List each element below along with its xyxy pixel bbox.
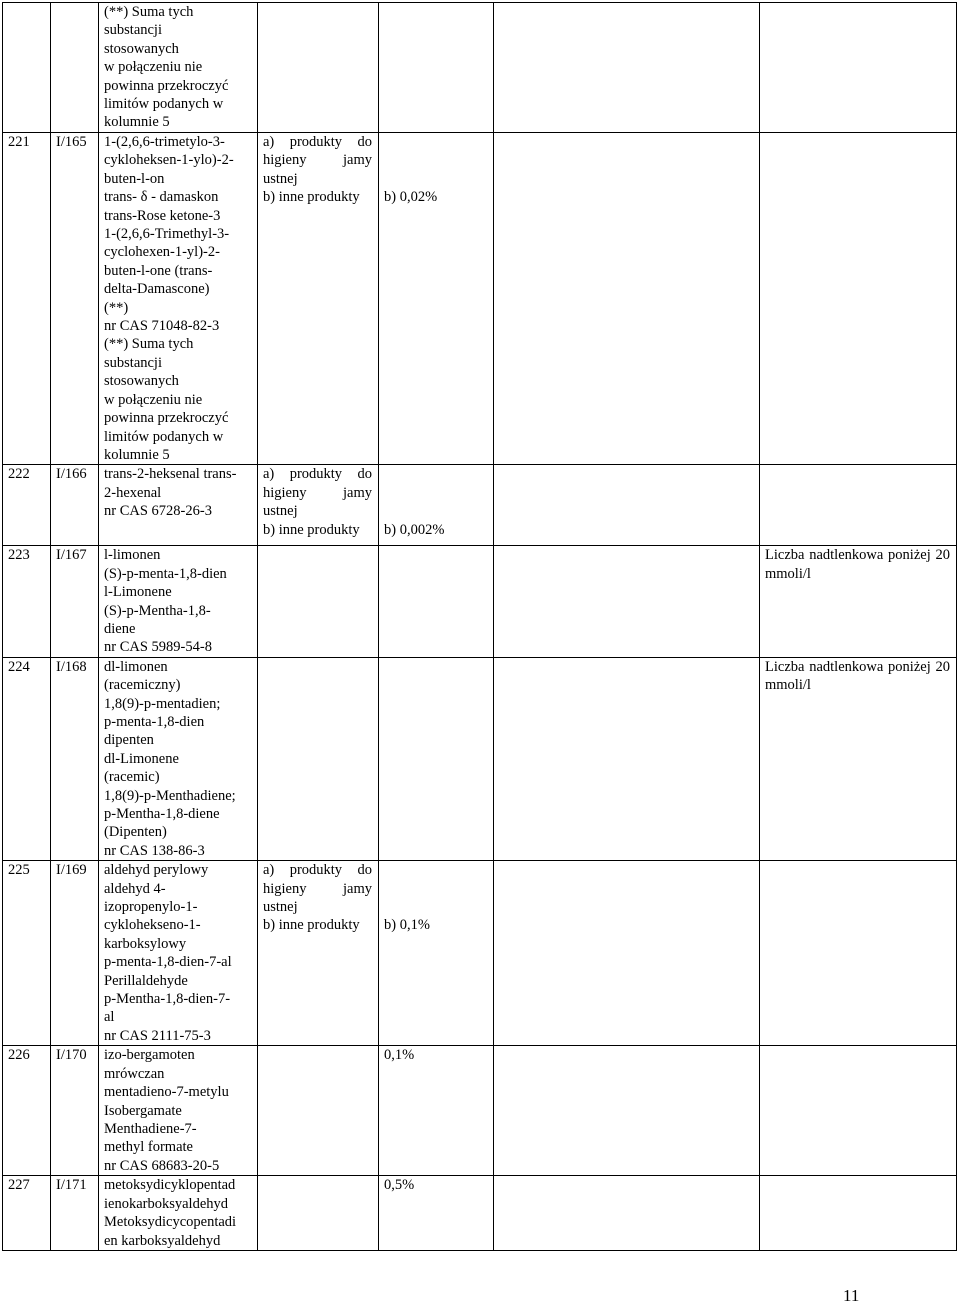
substance-name-line: izopropenylo-1- [104, 899, 198, 916]
cell-concentration-limit [379, 3, 494, 133]
table-row [3, 133, 957, 465]
cell-substance-name [99, 3, 258, 133]
cell-number [3, 657, 51, 860]
substance-name-line: p-Mentha-1,8-diene [104, 806, 220, 822]
substance-name-line: kolumnie 5 [104, 114, 170, 131]
substance-name-line: (racemiczny) [104, 677, 181, 694]
substance-name-line: powinna przekroczyć [104, 410, 229, 427]
cell-reference [51, 1046, 99, 1176]
substance-name-line: trans- δ - damaskon [104, 189, 219, 206]
substance-name-line: nr CAS 5989-54-8 [104, 639, 212, 656]
substance-name-line: nr CAS 68683-20-5 [104, 1157, 220, 1174]
substance-name-line: Menthadiene-7- [104, 1120, 197, 1137]
substance-name-line: cyclohexen-1-yl)-2- [104, 244, 220, 261]
concentration-limit: b) 0,1% [384, 917, 430, 934]
substance-name-line: w połączeniu nie [104, 59, 203, 76]
cell-product-type [258, 3, 379, 133]
concentration-limit: b) 0,002% [384, 521, 445, 538]
warning-line: mmoli/l [765, 565, 811, 582]
concentration-limit: 0,1% [384, 1047, 415, 1064]
row-number: 225 [8, 862, 30, 879]
substance-name-line: limitów podanych w [104, 96, 224, 113]
row-number: 221 [8, 134, 30, 150]
substance-name-line: metoksydicyklopentad [104, 1177, 236, 1194]
cell-other-conditions [494, 1046, 760, 1176]
cell-reference [51, 465, 99, 546]
cell-warnings [760, 1176, 957, 1251]
cell-substance-name [99, 465, 258, 546]
cell-warnings [760, 465, 957, 546]
substance-name-line: Isobergamate [104, 1102, 182, 1119]
substance-name-line: mentadieno-7-metylu [104, 1084, 229, 1101]
substance-name-line: nr CAS 6728-26-3 [104, 503, 212, 520]
substance-name-line: cyklohekseno-1- [104, 917, 201, 934]
substance-name-line: (S)-p-menta-1,8-dien [104, 565, 227, 582]
product-type-line: a) produkty do [263, 862, 372, 879]
cell-concentration-limit [379, 657, 494, 860]
cell-reference [51, 1176, 99, 1251]
cell-reference [51, 657, 99, 860]
table-row [3, 465, 957, 546]
substance-name-line: methyl formate [104, 1139, 193, 1156]
cell-other-conditions [494, 465, 760, 546]
cell-warnings [760, 133, 957, 465]
row-reference: I/167 [56, 547, 87, 564]
cell-number [3, 1176, 51, 1251]
substance-name-line: Perillaldehyde [104, 972, 188, 989]
product-type-line: b) inne produkty [263, 521, 360, 538]
substance-name-line: Metoksydicycopentadi [104, 1214, 237, 1231]
cell-product-type [258, 1046, 379, 1176]
substance-name-line: dipenten [104, 732, 154, 749]
cell-warnings [760, 546, 957, 657]
substance-name-line: en karboksyaldehyd [104, 1232, 221, 1249]
substances-table [2, 2, 957, 1251]
cell-concentration-limit [379, 1176, 494, 1251]
substance-name-line: (**) [104, 299, 129, 316]
page-number: 11 [843, 1286, 860, 1305]
substance-name-line: dl-Limonene [104, 750, 179, 767]
row-reference: I/166 [56, 466, 87, 483]
substance-name-line: buten-l-one (trans- [104, 262, 213, 279]
cell-number [3, 1046, 51, 1176]
concentration-limit: 0,5% [384, 1177, 415, 1194]
cell-number [3, 546, 51, 657]
substance-name-line: kolumnie 5 [104, 446, 170, 463]
substance-name-line: al [104, 1009, 115, 1026]
cell-substance-name [99, 133, 258, 465]
cell-product-type [258, 861, 379, 1046]
cell-number [3, 861, 51, 1046]
cell-substance-name [99, 1176, 258, 1251]
table-body [3, 3, 957, 1251]
substance-name-line: trans-2-heksenal trans- [104, 466, 237, 483]
substance-name-line: (**) Suma tych [104, 4, 194, 20]
cell-other-conditions [494, 133, 760, 465]
row-reference: I/169 [56, 862, 87, 879]
row-reference: I/170 [56, 1047, 87, 1064]
substance-name-line: 1,8(9)-p-Menthadiene; [104, 787, 236, 804]
substance-name-line: p-menta-1,8-dien-7-al [104, 954, 232, 971]
product-type-line: b) inne produkty [263, 189, 360, 206]
substance-name-line: nr CAS 2111-75-3 [104, 1027, 211, 1044]
cell-substance-name [99, 861, 258, 1046]
substance-name-line: p-menta-1,8-dien [104, 713, 205, 730]
table-row [3, 861, 957, 1046]
substance-name-line: karboksylowy [104, 935, 187, 952]
substance-name-line: mrówczan [104, 1065, 165, 1082]
product-type-line: a) produkty do [263, 466, 372, 483]
product-type-line: a) produkty do [263, 134, 372, 150]
row-reference: I/168 [56, 658, 87, 675]
product-type-line: ustnej [263, 503, 298, 520]
cell-concentration-limit [379, 133, 494, 465]
substance-name-line: 2-hexenal [104, 484, 162, 501]
cell-reference [51, 546, 99, 657]
substance-name-line: substancji [104, 354, 162, 371]
product-type-line: higieny jamy [263, 152, 372, 169]
cell-substance-name [99, 657, 258, 860]
substance-name-line: cykloheksen-1-ylo)-2- [104, 152, 234, 169]
substance-name-line: nr CAS 138-86-3 [104, 842, 205, 859]
substance-name-line: 1-(2,6,6-trimetylo-3- [104, 134, 225, 150]
cell-reference [51, 133, 99, 465]
cell-product-type [258, 1176, 379, 1251]
cell-warnings [760, 861, 957, 1046]
product-type-line: higieny jamy [263, 880, 372, 897]
substance-name-line: (Dipenten) [104, 824, 167, 841]
substance-name-line: dl-limonen [104, 658, 168, 675]
row-reference: I/171 [56, 1177, 87, 1194]
row-number: 224 [8, 658, 30, 675]
cell-product-type [258, 546, 379, 657]
substance-name-line: izo-bergamoten [104, 1047, 195, 1064]
row-number: 223 [8, 547, 30, 564]
substance-name-line: stosowanych [104, 373, 179, 390]
substance-name-line: (**) Suma tych [104, 336, 194, 353]
warning-line: mmoli/l [765, 677, 811, 694]
cell-number [3, 133, 51, 465]
cell-other-conditions [494, 1176, 760, 1251]
substance-name-line: (racemic) [104, 769, 160, 786]
cell-product-type [258, 465, 379, 546]
substance-name-line: (S)-p-Mentha-1,8- [104, 602, 211, 619]
product-type-line: ustnej [263, 899, 298, 916]
table-row [3, 1046, 957, 1176]
cell-substance-name [99, 546, 258, 657]
row-number: 226 [8, 1047, 30, 1064]
cell-concentration-limit [379, 1046, 494, 1176]
cell-reference [51, 3, 99, 133]
product-type-line: ustnej [263, 170, 298, 187]
cell-other-conditions [494, 3, 760, 133]
table-row [3, 3, 957, 133]
cell-concentration-limit [379, 465, 494, 546]
substance-name-line: stosowanych [104, 40, 179, 57]
substance-name-line: ienokarboksyaldehyd [104, 1195, 229, 1212]
product-type-line: higieny jamy [263, 484, 372, 501]
cell-product-type [258, 657, 379, 860]
cell-warnings [760, 1046, 957, 1176]
substance-name-line: p-Mentha-1,8-dien-7- [104, 991, 231, 1008]
warning-line: Liczba nadtlenkowa poniżej 20 [765, 547, 950, 564]
cell-reference [51, 861, 99, 1046]
substance-name-line: w połączeniu nie [104, 391, 203, 408]
cell-number [3, 3, 51, 133]
cell-substance-name [99, 1046, 258, 1176]
substance-name-line: 1-(2,6,6-Trimethyl-3- [104, 226, 230, 243]
substance-name-line: delta-Damascone) [104, 281, 210, 298]
row-reference: I/165 [56, 134, 87, 150]
substance-name-line: 1,8(9)-p-mentadien; [104, 695, 221, 712]
cell-warnings [760, 657, 957, 860]
substance-name-line: buten-l-on [104, 170, 165, 187]
substance-name-line: l-limonen [104, 547, 161, 564]
substance-name-line: aldehyd 4- [104, 880, 166, 897]
substance-name-line: diene [104, 620, 136, 637]
cell-other-conditions [494, 861, 760, 1046]
row-number: 227 [8, 1177, 30, 1194]
table-row [3, 546, 957, 657]
substance-name-line: l-Limonene [104, 584, 172, 601]
product-type-line: b) inne produkty [263, 917, 360, 934]
substance-name-line: limitów podanych w [104, 428, 224, 445]
table-row [3, 1176, 957, 1251]
cell-number [3, 465, 51, 546]
substance-name-line: substancji [104, 22, 162, 39]
warning-line: Liczba nadtlenkowa poniżej 20 [765, 658, 950, 675]
cell-warnings [760, 3, 957, 133]
substance-name-line: aldehyd perylowy [104, 862, 209, 879]
substance-name-line: powinna przekroczyć [104, 77, 229, 94]
cell-concentration-limit [379, 861, 494, 1046]
cell-product-type [258, 133, 379, 465]
cell-concentration-limit [379, 546, 494, 657]
cell-other-conditions [494, 546, 760, 657]
table-row [3, 657, 957, 860]
substance-name-line: nr CAS 71048-82-3 [104, 318, 220, 335]
cell-other-conditions [494, 657, 760, 860]
concentration-limit: b) 0,02% [384, 189, 438, 206]
row-number: 222 [8, 466, 30, 483]
substance-name-line: trans-Rose ketone-3 [104, 207, 221, 224]
